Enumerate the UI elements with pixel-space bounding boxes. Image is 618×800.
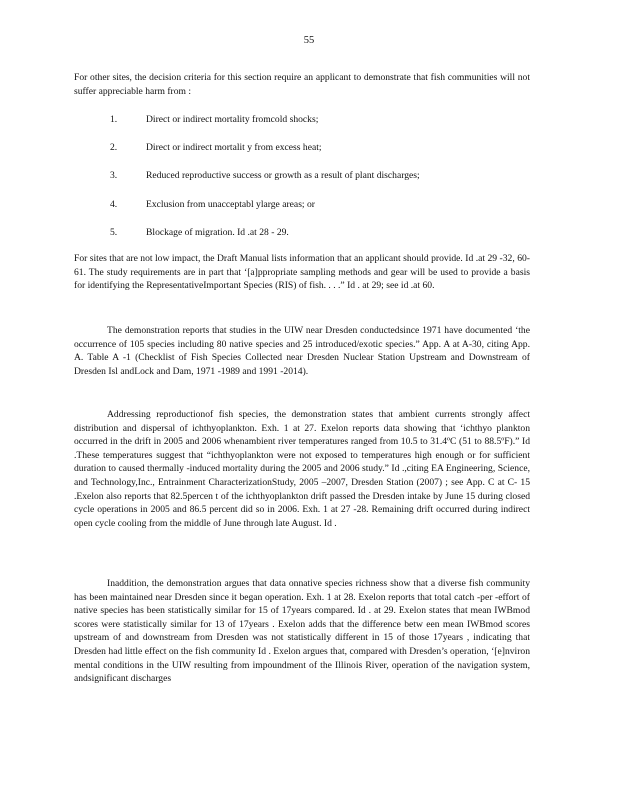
paragraph-draft-manual: For sites that are not low impact, the Draft Manual lists information that an applicant should provide. Id .at 29 -32, 60- 61. The study requirements are in part that ‘[a]ppropriate sampling methods and gear will be used to provide a basis for identifying the RepresentativeImportant Species (RIS) of fish. . . .” Id . at 29; see id .at 60. bbox=[74, 253, 530, 292]
list-item bbox=[110, 198, 530, 212]
list-item-text: Direct or indirect mortality fromcold shocks; bbox=[146, 114, 319, 125]
list-item-text: Exclusion from unacceptabl ylarge areas; or bbox=[146, 199, 315, 210]
list-item bbox=[110, 141, 530, 155]
paragraph-reproduction: Addressing reproductionof fish species, the demonstration states that ambient currents strongly affect distribution and dispersal of ichthyoplankton. Exh. 1 at 27. Exelon reports data showing that ‘ichthyo plankton occurred in the drift in 2005 and 2006 whenambient river temperatures ranged from 10.5 to 31.4ºC (51 to 88.5ºF).” Id .These temperatures suggest that “ichthyoplankton were not exposed to temperatures high enough or for sufficient duration to caused thermally -induced mortality during the 2005 and 2006 study.” Id .,citing EA Engineering, Science, and Technology,Inc., Entrainment CharacterizationStudy, 2005 –2007, Dresden Station (2007) ; see App. C at C- 15 .Exelon also reports that 82.5percen t of the ichthyoplankton drift passed the Dresden intake by June 15 during closed cycle operations in 2005 and 86.5 percent did so in 2006. Exh. 1 at 27 -28. Remaining drift occurred during indirect open cycle cooling from the middle of June through late August. Id . bbox=[74, 409, 530, 529]
list-item-text: Direct or indirect mortalit y from excess heat; bbox=[146, 142, 322, 153]
paragraph-species-occurrence: The demonstration reports that studies in the UIW near Dresden conductedsince 1971 have documented ‘the occurrence of 105 species including 80 native species and 25 introduced/exotic species.” App. A at A-30, citing App. A. Table A -1 (Checklist of Fish Species Collected near Dresden Nuclear Station Upstream and Downstream of Dresden Isl andLock and Dam, 1971 -1989 and 1991 -2014). bbox=[74, 325, 530, 377]
list-item-number: 2. bbox=[110, 142, 118, 153]
list-item-text: Blockage of migration. Id .at 28 - 29. bbox=[146, 227, 289, 238]
list-item bbox=[110, 113, 530, 127]
list-item-number: 3. bbox=[110, 170, 118, 181]
list-item bbox=[110, 169, 530, 183]
list-item bbox=[110, 226, 530, 240]
list-item-number: 4. bbox=[110, 199, 118, 210]
intro-paragraph: For other sites, the decision criteria for this section require an applicant to demonstrate that fish communities will not suffer appreciable harm from : bbox=[74, 72, 530, 97]
paragraph-species-richness: Inaddition, the demonstration argues that data onnative species richness show that a diverse fish community has been maintained near Dresden since it began operation. Exh. 1 at 28. Exelon reports that total catch -per -effort of native species has been statistically similar for 15 of 17years compared. Id . at 29. Exelon states that mean IWBmod scores were statistically similar for 13 of 17years . Exelon adds that the difference betw een mean IWBmod scores upstream of and downstream from Dresden was not statistically different in 15 of those 17years , indicating that Dresden had little effect on the fish community Id . Exelon argues that, compared with Dresden’s operation, ‘[e]nviron mental conditions in the UIW resulting from impoundment of the Illinois River, operation of the navigation system, andsignificant discharges bbox=[74, 578, 530, 685]
list-item-number: 5. bbox=[110, 227, 118, 238]
list-item-text: Reduced reproductive success or growth as a result of plant discharges; bbox=[146, 170, 420, 181]
list-item-number: 1. bbox=[110, 114, 118, 125]
page-number: 55 bbox=[303, 35, 315, 46]
